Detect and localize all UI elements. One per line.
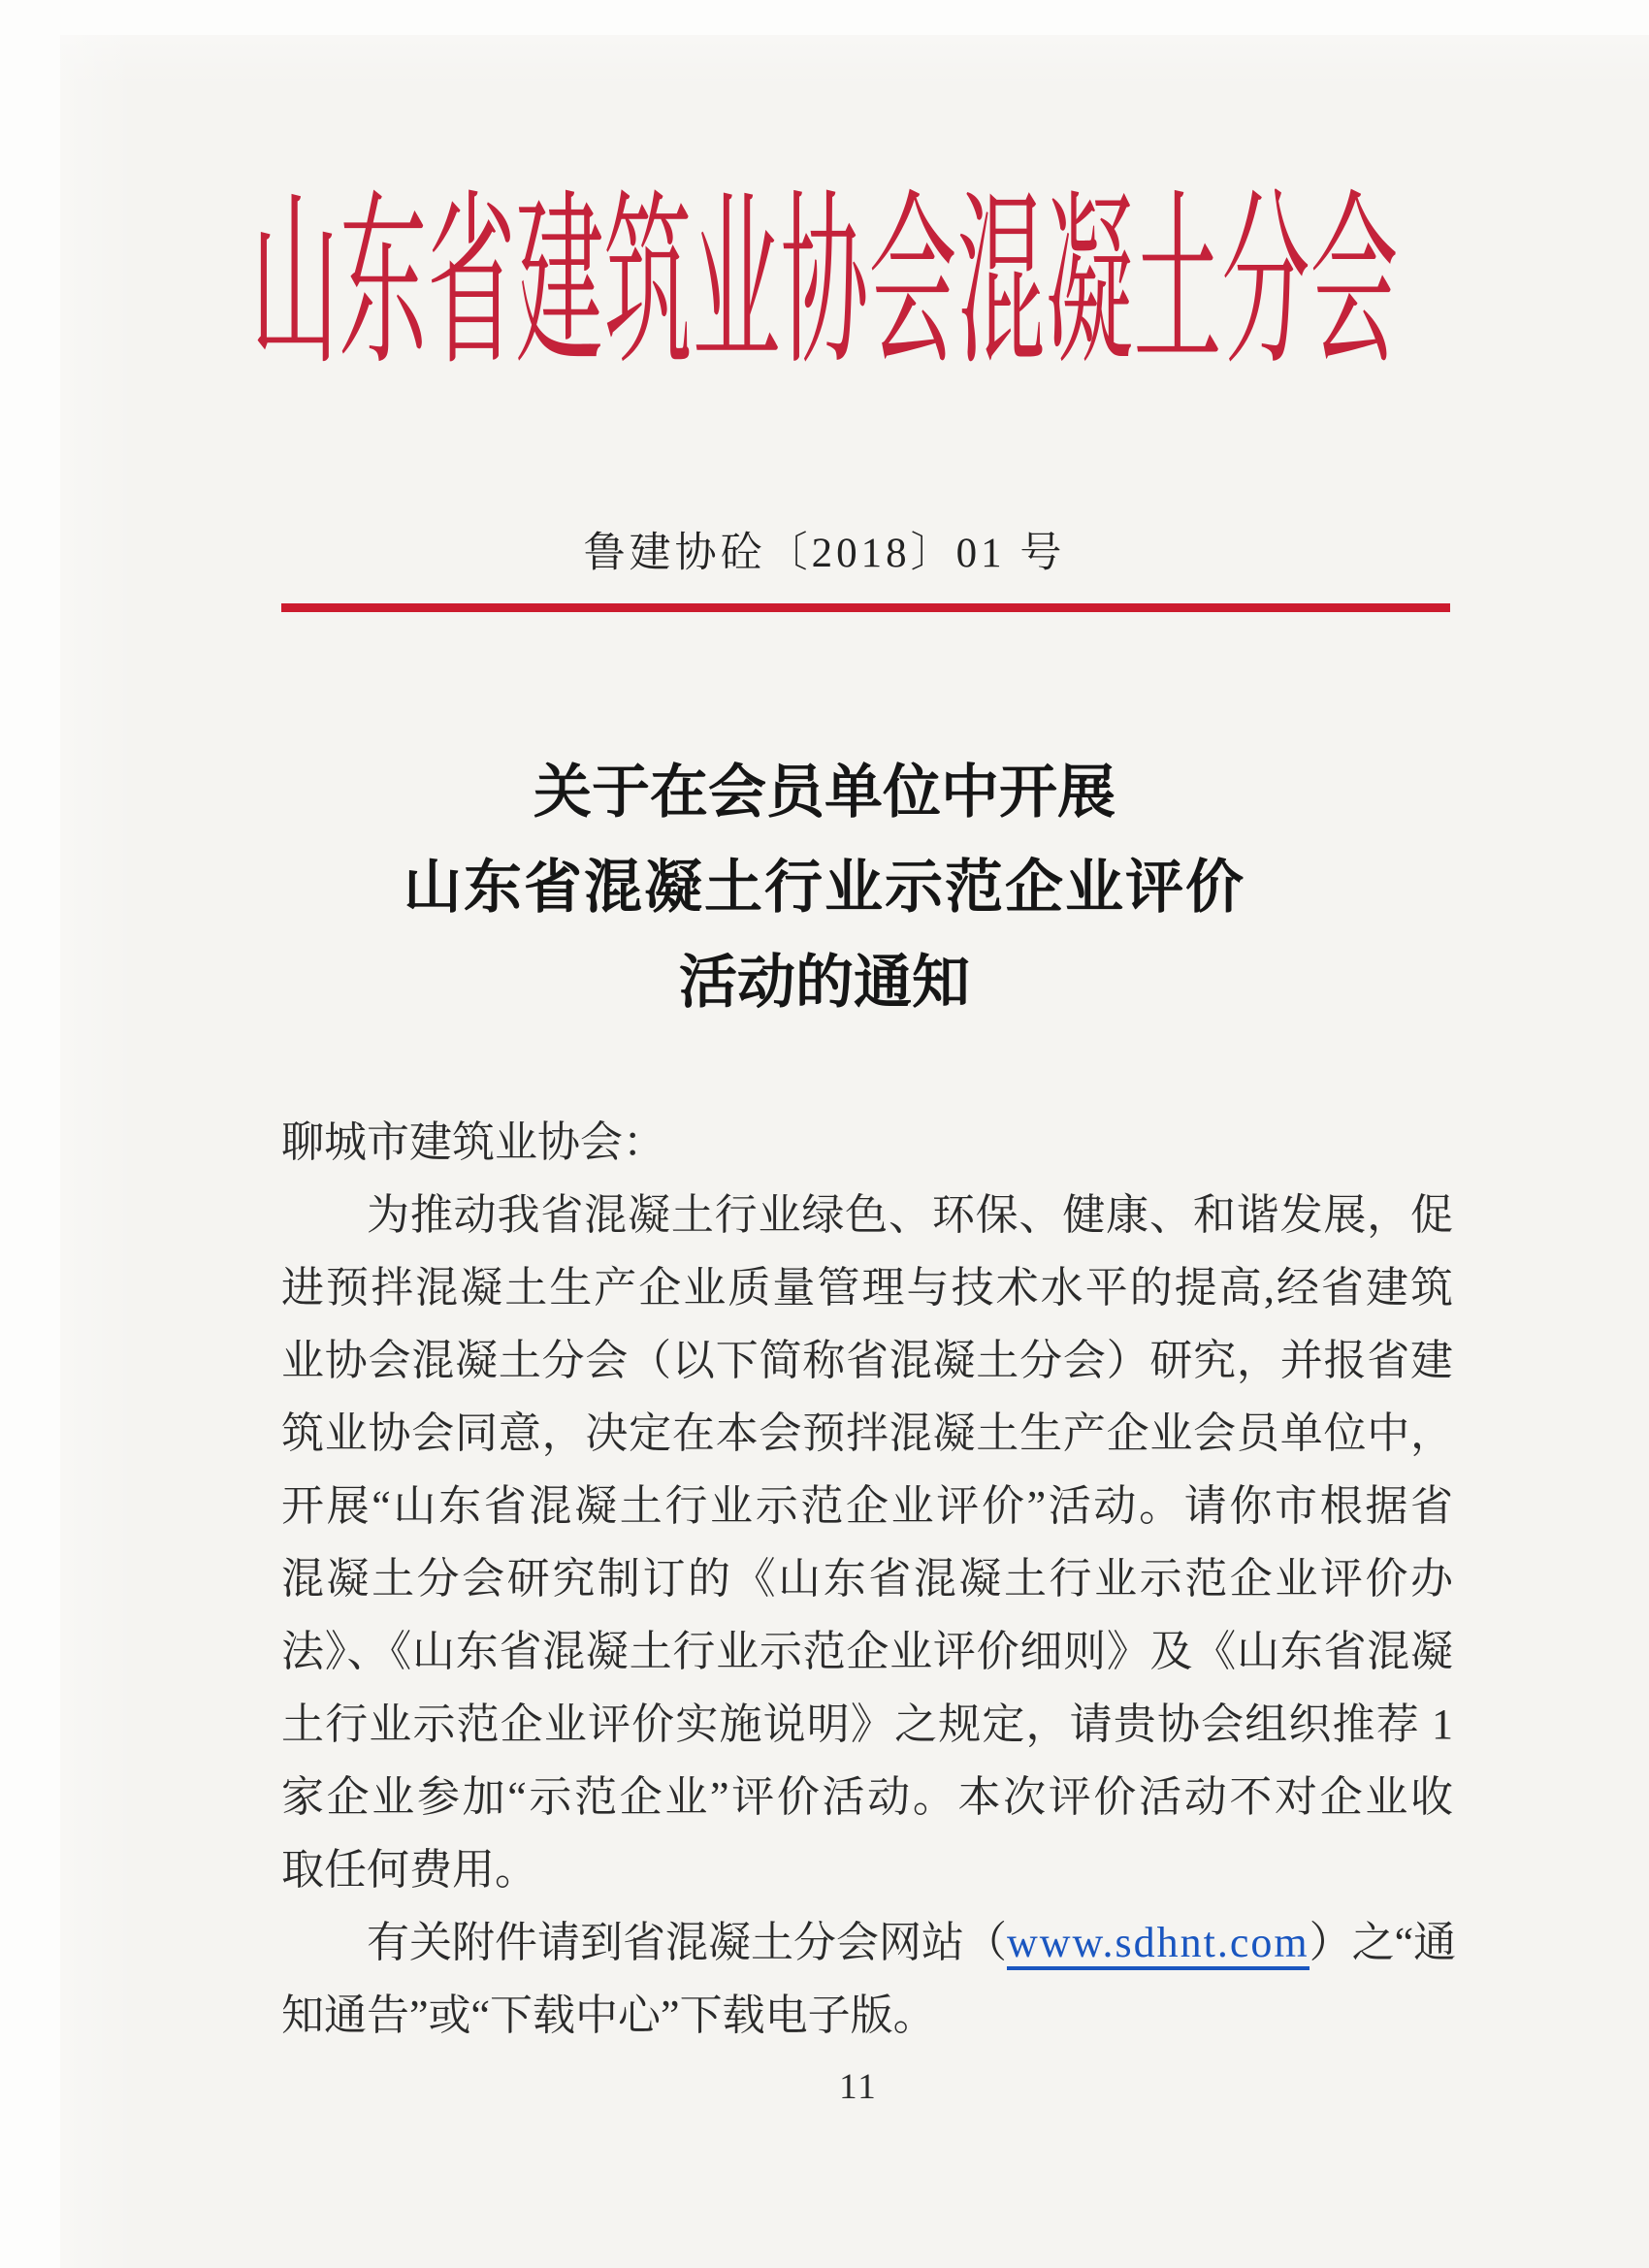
link-line-prefix: 有关附件请到省混凝土分会网站（ bbox=[367, 1919, 1007, 1966]
document-body bbox=[281, 1106, 1457, 2052]
body-line: 混凝土分会研究制订的《山东省混凝土行业示范企业评价办 bbox=[281, 1555, 1453, 1603]
body-line-with-link bbox=[281, 1906, 1457, 1979]
document-title-line-1: 关于在会员单位中开展 bbox=[534, 761, 1116, 825]
website-link[interactable]: www.sdhnt.com bbox=[1007, 1919, 1310, 1970]
organization-title: 山东省建筑业协会混凝土分会 bbox=[250, 179, 1399, 388]
body-line: 为推动我省混凝土行业绿色、环保、健康、和谐发展，促 bbox=[367, 1191, 1453, 1239]
document-title-line-3: 活动的通知 bbox=[679, 951, 970, 1015]
link-line-suffix: ）之“通 bbox=[1309, 1919, 1457, 1966]
body-line: 业协会混凝土分会（以下简称省混凝土分会）研究，并报省建 bbox=[281, 1337, 1453, 1384]
document-number: 鲁建协砼〔2018〕01 号 bbox=[583, 531, 1066, 576]
body-line: 土行业示范企业评价实施说明》之规定，请贵协会组织推荐 1 bbox=[281, 1701, 1453, 1748]
body-line: 开展“山东省混凝土行业示范企业评价”活动。请你市根据省 bbox=[281, 1482, 1453, 1530]
document-title-line-2: 山东省混凝土行业示范企业评价 bbox=[404, 856, 1245, 920]
document-title bbox=[0, 745, 1649, 1030]
page-number: 11 bbox=[839, 2067, 878, 2107]
body-line: 家企业参加“示范企业”评价活动。本次评价活动不对企业收 bbox=[281, 1773, 1453, 1821]
body-line: 知通告”或“下载中心”下载电子版。 bbox=[281, 1992, 936, 2039]
red-divider-rule bbox=[281, 603, 1450, 612]
body-line: 进预拌混凝土生产企业质量管理与技术水平的提高,经省建筑 bbox=[281, 1264, 1453, 1312]
scan-edge-top bbox=[0, 0, 1649, 35]
body-line: 取任何费用。 bbox=[281, 1846, 537, 1894]
body-line: 法》、《山东省混凝土行业示范企业评价细则》及《山东省混凝 bbox=[281, 1628, 1453, 1675]
salutation: 聊城市建筑业协会： bbox=[281, 1118, 665, 1166]
body-line: 筑业协会同意，决定在本会预拌混凝土生产企业会员单位中， bbox=[281, 1409, 1453, 1457]
